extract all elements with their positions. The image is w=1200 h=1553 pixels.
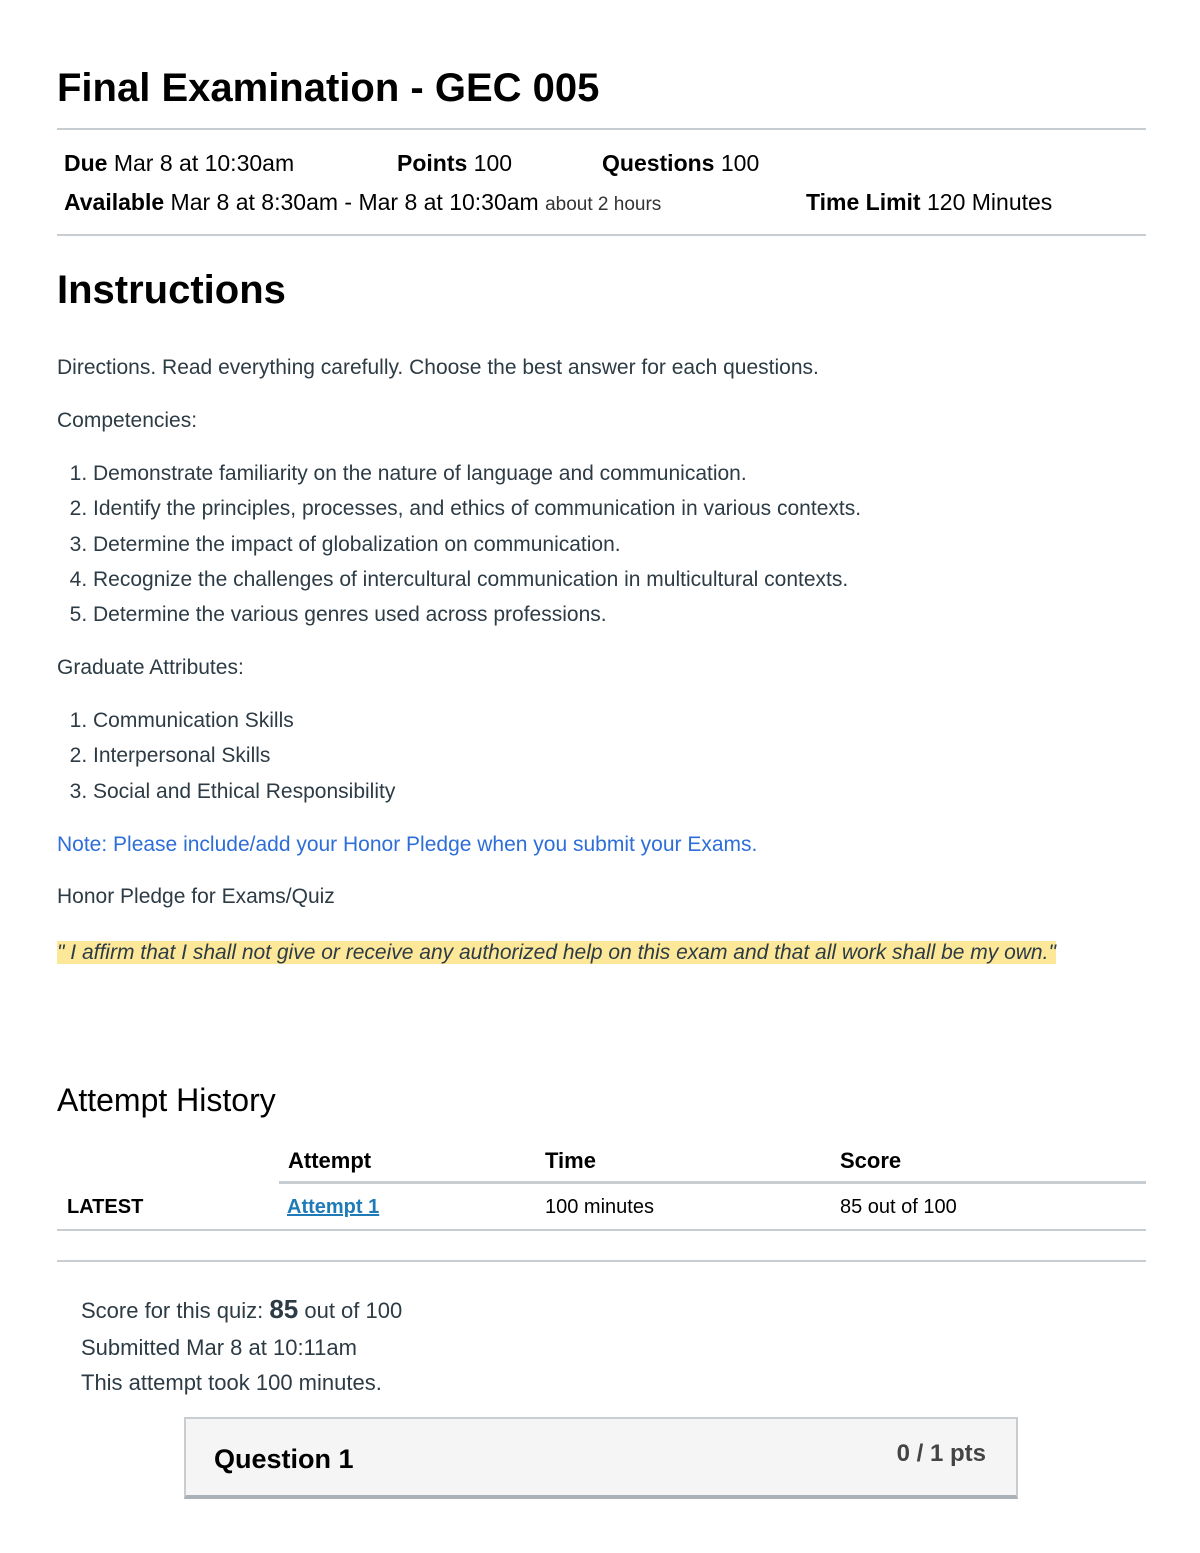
list-item: 5. Determine the various genres used across professions. [93, 597, 861, 632]
list-item: 3. Social and Ethical Responsibility [93, 774, 395, 809]
due-value: Mar 8 at 10:30am [113, 150, 295, 176]
question-title: Question 1 [214, 1444, 354, 1474]
list-item: 2. Identify the principles, processes, and ethics of communication in various contexts. [93, 491, 861, 526]
honor-pledge [57, 935, 1137, 971]
column-header-time: Time [545, 1148, 596, 1173]
time-limit-label: Time Limit [806, 189, 921, 215]
competencies-label: Competencies: [57, 409, 198, 432]
score-cell: 85 out of 100 [840, 1196, 957, 1218]
table-header-divider [279, 1181, 1146, 1184]
pledge-label: Honor Pledge for Exams/Quiz [57, 885, 335, 908]
points-value: 100 [473, 150, 513, 176]
divider [57, 1260, 1146, 1262]
available-duration: about 2 hours [545, 194, 662, 215]
column-header-score: Score [840, 1148, 902, 1173]
submitted-time: Submitted Mar 8 at 10:11am [81, 1335, 357, 1360]
directions-text: Directions. Read everything carefully. Choose the best answer for each questions. [57, 356, 819, 379]
available-info [64, 187, 661, 220]
attributes-list [57, 703, 395, 809]
questions-info [602, 148, 759, 178]
due-info [64, 148, 294, 178]
score-value: 85 [269, 1294, 299, 1324]
divider [57, 234, 1146, 236]
column-header-attempt: Attempt [288, 1148, 372, 1173]
due-label: Due [64, 150, 108, 176]
competencies-list [57, 456, 861, 632]
available-value: Mar 8 at 8:30am - Mar 8 at 10:30am [170, 189, 539, 215]
table-row-divider [57, 1229, 1146, 1231]
questions-label: Questions [602, 150, 715, 176]
points-info [397, 148, 512, 178]
time-limit-value: 120 Minutes [927, 189, 1053, 215]
attempt-cell [287, 1193, 379, 1221]
list-item: 1. Communication Skills [93, 703, 395, 738]
instructions-heading: Instructions [57, 268, 286, 312]
time-cell: 100 minutes [545, 1196, 654, 1218]
latest-tag: LATEST [67, 1196, 144, 1218]
list-item: 4. Recognize the challenges of intercultural communication in multicultural contexts. [93, 562, 861, 597]
honor-pledge-note: Note: Please include/add your Honor Pledge when you submit your Exams. [57, 833, 758, 856]
points-label: Points [397, 150, 468, 176]
score-prefix: Score for this quiz: [81, 1298, 270, 1323]
list-item: 3. Determine the impact of globalization on communication. [93, 527, 861, 562]
list-item: 1. Demonstrate familiarity on the nature of language and communication. [93, 456, 861, 491]
quiz-score [81, 1294, 402, 1326]
attributes-label: Graduate Attributes: [57, 656, 244, 679]
honor-pledge-text: " I affirm that I shall not give or receive any authorized help on this exam and that all work shall be my own." [57, 941, 1056, 964]
score-suffix: out of 100 [298, 1298, 403, 1323]
attempt-1-link[interactable]: Attempt 1 [287, 1196, 380, 1218]
time-limit-info [806, 187, 1052, 217]
attempt-history-heading: Attempt History [57, 1082, 276, 1118]
list-item: 2. Interpersonal Skills [93, 738, 395, 773]
questions-value: 100 [720, 150, 760, 176]
question-header [184, 1417, 1018, 1499]
divider [57, 128, 1146, 130]
page-title: Final Examination - GEC 005 [57, 66, 600, 110]
question-points: 0 / 1 pts [896, 1440, 986, 1467]
attempt-duration: This attempt took 100 minutes. [81, 1370, 382, 1395]
available-label: Available [64, 189, 165, 215]
